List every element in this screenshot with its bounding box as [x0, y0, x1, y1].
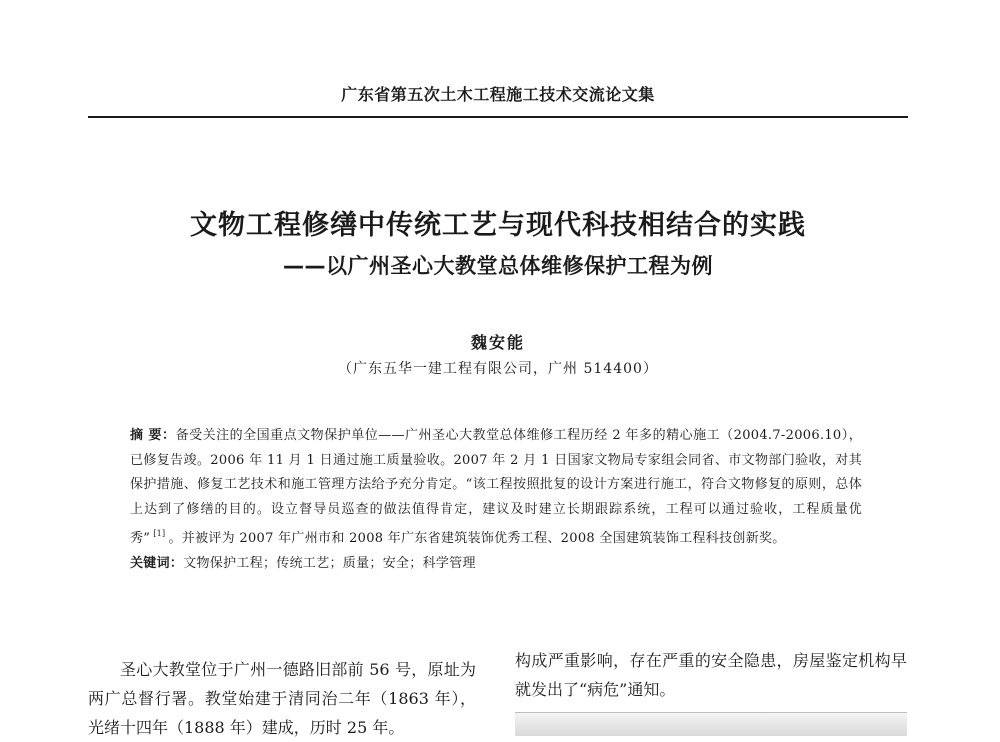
abstract-text: 备受关注的全国重点文物保护单位——广州圣心大教堂总体维修工程历经 2 年多的精心施工（2004.7-2006.10），已修复告竣。2006 年 11 月 1 日通过施工质量验收。2007 年 2 月 1 日国家文物局专家组会同省、市文物部门验收，对其保护措施、修复工艺技术和施工管理方法给予充分肯定。“该工程按照批复的设计方案进行施工，符合文物修复的原则，总体上达到了修缮的目的。设立督导员巡查的做法值得肯定，建议及时建立长期跟踪系统，工程可以通过验收，工程质量优秀”	[130, 428, 863, 546]
keywords-line	[130, 552, 862, 577]
reference-mark: [1]	[153, 529, 166, 538]
abstract-paragraph	[130, 424, 862, 552]
body-paragraph-right: 构成严重影响，存在严重的安全隐患，房屋鉴定机构早就发出了“病危”通知。	[515, 651, 907, 699]
header-rule	[88, 116, 908, 118]
article-title: 文物工程修缮中传统工艺与现代科技相结合的实践	[190, 210, 806, 241]
body-paragraph-left: 圣心大教堂位于广州一德路旧部前 56 号，原址为两广总督行署。教堂始建于清同治二年（1863 年），光绪十四年（1888 年）建成，历时 25 年。	[88, 660, 476, 737]
article-subtitle: ——以广州圣心大教堂总体维修保护工程为例	[283, 254, 713, 278]
abstract-text-continued: 。并被评为 2007 年广州市和 2008 年广东省建筑装饰优秀工程、2008 全国建筑装饰工程科技创新奖。	[168, 531, 786, 546]
figure-photo	[515, 712, 907, 736]
keywords-label: 关键词：	[130, 555, 184, 571]
body-column-left	[88, 655, 476, 742]
author-affiliation: （广东五华一建工程有限公司，广州 514400）	[338, 361, 658, 377]
keywords-text: 文物保护工程；传统工艺；质量；安全；科学管理	[183, 555, 476, 571]
running-header: 广东省第五次土木工程施工技术交流论文集	[341, 85, 655, 104]
abstract-block	[130, 424, 862, 576]
body-column-right	[515, 646, 907, 704]
author-name: 魏安能	[470, 333, 525, 352]
abstract-label: 摘 要：	[130, 428, 176, 443]
